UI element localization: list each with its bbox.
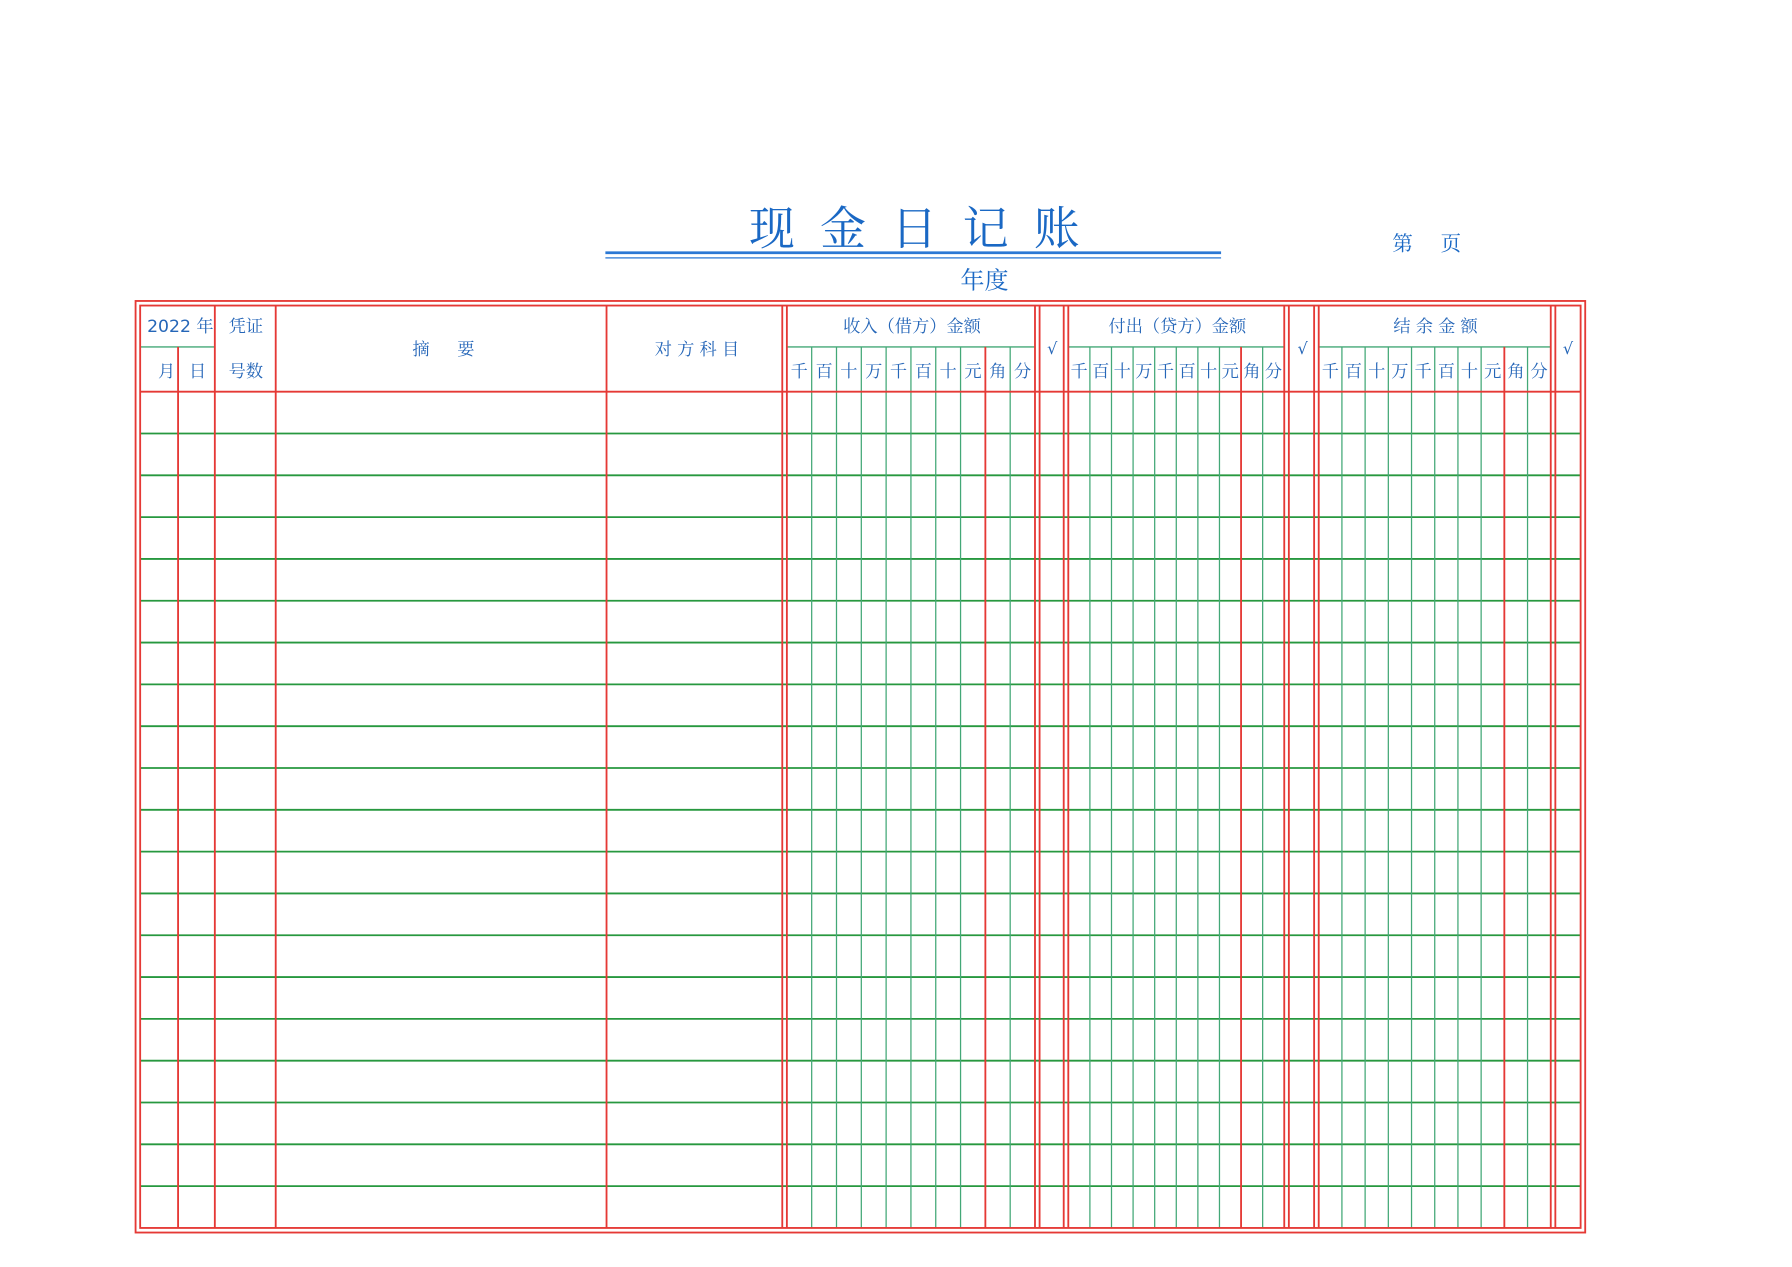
balance-place-label: 元 <box>1484 361 1502 382</box>
income-place-label: 百 <box>815 361 833 382</box>
income-place-label: 角 <box>989 361 1007 382</box>
expense-place-label: 分 <box>1264 361 1283 382</box>
balance-check-header: √ <box>1562 338 1574 358</box>
page-number-suffix: 页 <box>1440 231 1462 256</box>
expense-place-label: 百 <box>1092 361 1110 382</box>
income-place-label: 十 <box>939 361 957 382</box>
month-header: 月 <box>157 361 176 382</box>
income-place-label: 十 <box>840 361 858 382</box>
income-place-label: 万 <box>865 361 883 382</box>
page-number-prefix: 第 <box>1392 231 1413 256</box>
expense-check-header: √ <box>1297 338 1308 358</box>
expense-place-label: 万 <box>1135 361 1153 382</box>
expense-place-label: 角 <box>1243 361 1261 382</box>
counter-account-header: 对方科目 <box>654 339 745 360</box>
table-grid <box>136 301 1586 1233</box>
date-group-header: 2022 年 <box>147 316 214 337</box>
income-place-label: 元 <box>964 361 982 382</box>
income-place-label: 分 <box>1013 361 1032 382</box>
balance-amount-header: 结余金额 <box>1393 316 1483 337</box>
day-header: 日 <box>188 361 207 382</box>
expense-place-label: 十 <box>1200 361 1218 382</box>
page-title: 现金日记账 <box>748 201 1106 256</box>
balance-place-label: 十 <box>1368 361 1386 382</box>
summary-header: 摘要 <box>412 339 502 360</box>
expense-place-label: 元 <box>1221 361 1239 382</box>
income-check-header: √ <box>1047 338 1058 358</box>
income-place-label: 百 <box>914 361 932 382</box>
fiscal-year-label: 年度 <box>960 266 1009 295</box>
balance-place-label: 分 <box>1530 361 1548 382</box>
balance-place-label: 百 <box>1344 361 1363 382</box>
expense-place-label: 千 <box>1156 361 1175 382</box>
income-place-label: 千 <box>889 361 908 382</box>
expense-place-label: 百 <box>1178 361 1196 382</box>
table-header <box>147 316 1574 382</box>
expense-place-label: 千 <box>1070 361 1088 382</box>
balance-place-label: 万 <box>1391 361 1409 382</box>
expense-place-label: 十 <box>1113 361 1131 382</box>
ledger-table <box>136 301 1586 1233</box>
voucher-header-top: 凭证 <box>228 316 264 337</box>
voucher-header-bottom: 号数 <box>228 361 264 382</box>
balance-place-label: 角 <box>1507 361 1525 382</box>
income-amount-header: 收入（借方）金额 <box>843 316 981 337</box>
balance-place-label: 千 <box>1414 361 1432 382</box>
income-place-label: 千 <box>790 361 808 382</box>
balance-place-label: 十 <box>1460 361 1479 382</box>
expense-amount-header: 付出（贷方）金额 <box>1108 316 1247 337</box>
balance-place-label: 百 <box>1437 361 1455 382</box>
table-outer-border <box>136 301 1586 1233</box>
balance-place-label: 千 <box>1321 361 1339 382</box>
title-block <box>605 202 1461 295</box>
